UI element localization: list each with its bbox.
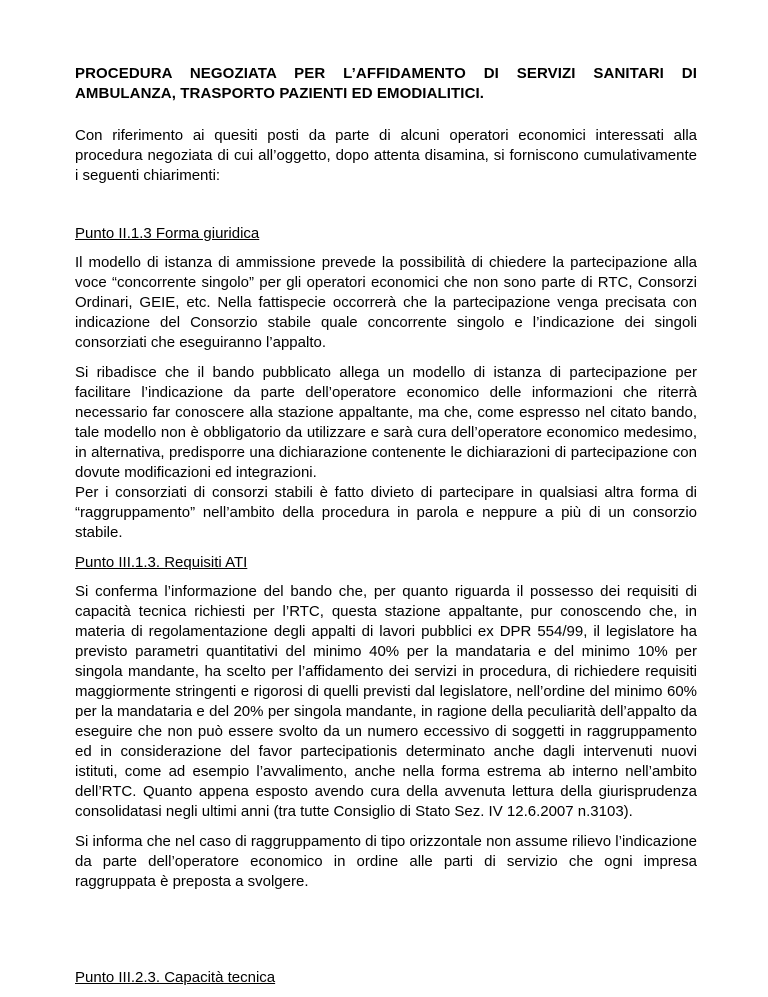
paragraph-requisiti-ati-2: Si informa che nel caso di raggruppamento di tipo orizzontale non assume rilievo l’indicazione da parte dell’operatore economico in ordine alle parti di servizio che ogni impresa raggruppata è preposta a svolgere.: [75, 833, 698, 890]
intro-paragraph: Con riferimento ai quesiti posti da parte di alcuni operatori economici interessati alla procedura negoziata di cui all’oggetto, dopo attenta disamina, si forniscono cumulativamente i seguenti chiarimenti:: [75, 127, 697, 184]
section-heading-requisiti-ati: Punto III.1.3. Requisiti ATI: [75, 554, 248, 571]
paragraph-forma-giuridica-3: Per i consorziati di consorzi stabili è fatto divieto di partecipare in qualsiasi altra forma di “raggruppamento” nell’ambito della procedura in parola e neppure a più di un consorzio stabile.: [75, 484, 697, 541]
section-heading-capacita-tecnica: Punto III.2.3. Capacità tecnica: [75, 969, 276, 986]
paragraph-forma-giuridica-2: Si ribadisce che il bando pubblicato allega un modello di istanza di partecipazione per facilitare l’indicazione da parte dell’operatore economico delle informazioni che riterrà necessario far conoscere alla stazione appaltante, ma che, come espresso nel citato bando, tale modello non è obbligatorio da utilizzare e sarà cura dell’operatore economico medesimo, in alternativa, predisporre una dichiarazione contenente le dichiarazioni di partecipazione con dovute modificazioni ed integrazioni.: [75, 364, 697, 481]
paragraph-forma-giuridica-1: Il modello di istanza di ammissione prevede la possibilità di chiedere la partecipazione alla voce “concorrente singolo” per gli operatori economici che non sono parte di RTC, Consorzi Ordinari, GEIE, etc. Nella fattispecie occorrerà che la partecipazione venga precisata con indicazione del Consorzio stabile quale concorrente singolo e l’indicazione dei singoli consorziati che eseguiranno l’appalto.: [75, 254, 697, 351]
document-page: [75, 64, 697, 997]
paragraph-requisiti-ati-1: Si conferma l’informazione del bando che, per quanto riguarda il possesso dei requisiti di capacità tecnica richiesti per l’RTC, questa stazione appaltante, pur conoscendo che, in materia di regolamentazione degli appalti di lavori pubblici ex DPR 554/99, il legislatore ha previsto parametri quantitativi del minimo 40% per la mandataria e del minimo 10% per singola mandante, ha scelto per l’affidamento dei servizi in procedura, di richiedere requisiti maggiormente stringenti e rigorosi di quelli previsti dal legislatore, nell’ordine del minimo 60% per la mandataria e del 20% per singola mandante, in ragione della peculiarità dell’appalto da eseguire che non può essere svolto da un numero eccessivo di soggetti in raggruppamento ed in considerazione del favor partecipationis determinato anche dagli intervenuti nuovi istituti, come ad esempio l’avvalimento, anche nella forma estrema ab interno nell’ambito dell’RTC. Quanto appena esposto avendo cura della avvenuta lettura della giurisprudenza consolidatasi negli ultimi anni (tra tutte Consiglio di Stato Sez. IV 12.6.2007 n.3103).: [75, 583, 697, 820]
document-title: PROCEDURA NEGOZIATA PER L’AFFIDAMENTO DI SERVIZI SANITARI DI AMBULANZA, TRASPORTO PAZIENTI ED EMODIALITICI.: [75, 65, 697, 102]
section-heading-forma-giuridica: Punto II.1.3 Forma giuridica: [75, 225, 260, 242]
